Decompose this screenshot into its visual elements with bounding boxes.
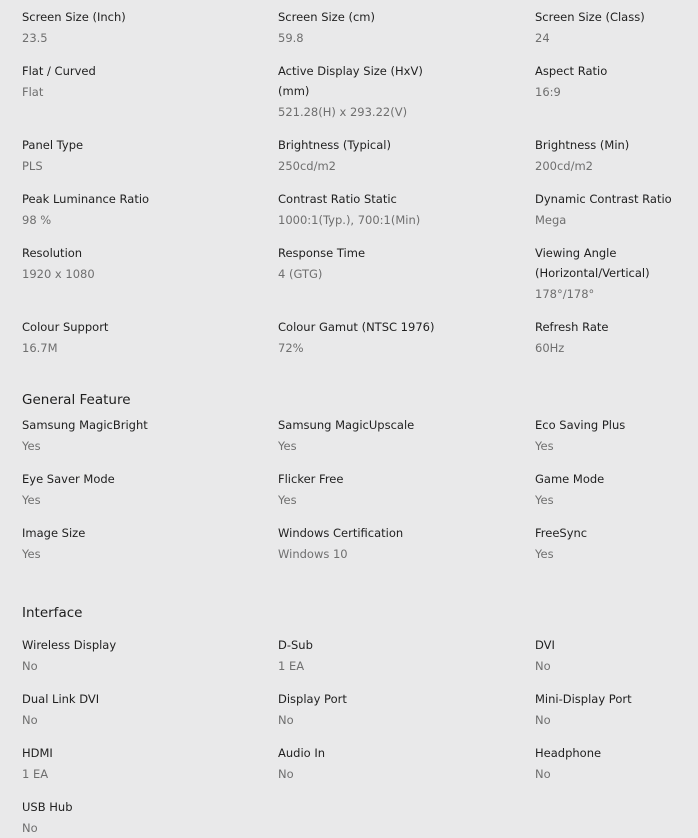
spec-value: No xyxy=(535,713,551,727)
spec-label: Dynamic Contrast Ratio xyxy=(535,192,672,206)
spec-item xyxy=(22,797,252,838)
spec-label: Refresh Rate xyxy=(535,320,609,334)
spec-value: Mega xyxy=(535,213,567,227)
spec-label: Eco Saving Plus xyxy=(535,418,626,432)
spec-item xyxy=(22,415,252,456)
spec-item xyxy=(22,135,252,176)
spec-item xyxy=(22,635,252,676)
spec-label: Samsung MagicBright xyxy=(22,418,148,432)
spec-label: Colour Gamut (NTSC 1976) xyxy=(278,320,435,334)
spec-item xyxy=(535,469,695,510)
spec-value: 16.7M xyxy=(22,341,58,355)
spec-value: 59.8 xyxy=(278,31,304,45)
spec-value: No xyxy=(278,713,294,727)
spec-item xyxy=(278,635,508,676)
spec-item xyxy=(278,61,428,122)
spec-value: No xyxy=(535,659,551,673)
spec-label: Wireless Display xyxy=(22,638,117,652)
spec-value: Windows 10 xyxy=(278,547,348,561)
spec-item xyxy=(535,61,695,102)
spec-label: Aspect Ratio xyxy=(535,64,608,78)
spec-label: DVI xyxy=(535,638,555,652)
spec-label: Panel Type xyxy=(22,138,84,152)
spec-value: Yes xyxy=(22,547,41,561)
spec-value: 521.28(H) x 293.22(V) xyxy=(278,105,408,119)
spec-item xyxy=(535,189,695,230)
spec-item xyxy=(535,689,695,730)
section-title: General Feature xyxy=(22,392,131,408)
spec-value: 250cd/m2 xyxy=(278,159,336,173)
spec-value: No xyxy=(535,767,551,781)
spec-label: Colour Support xyxy=(22,320,109,334)
spec-item xyxy=(22,243,252,284)
spec-item xyxy=(535,7,695,48)
spec-item xyxy=(22,523,252,564)
spec-value: Yes xyxy=(535,547,554,561)
spec-value: Yes xyxy=(278,493,297,507)
spec-value: PLS xyxy=(22,159,43,173)
spec-value: 1 EA xyxy=(278,659,305,673)
spec-label: Game Mode xyxy=(535,472,605,486)
spec-value: 60Hz xyxy=(535,341,565,355)
spec-value: 200cd/m2 xyxy=(535,159,593,173)
spec-value: Yes xyxy=(22,493,41,507)
spec-item xyxy=(535,743,695,784)
spec-label: Screen Size (Inch) xyxy=(22,10,126,24)
spec-item xyxy=(278,7,508,48)
spec-label: Eye Saver Mode xyxy=(22,472,115,486)
spec-value: Yes xyxy=(535,493,554,507)
spec-label: Peak Luminance Ratio xyxy=(22,192,150,206)
spec-label: Screen Size (Class) xyxy=(535,10,645,24)
spec-value: 4 (GTG) xyxy=(278,267,323,281)
spec-item xyxy=(278,135,508,176)
spec-value: Yes xyxy=(535,439,554,453)
spec-item xyxy=(22,689,252,730)
spec-label: USB Hub xyxy=(22,800,73,814)
spec-item xyxy=(535,415,695,456)
section-title: Interface xyxy=(22,605,83,621)
spec-label: Dual Link DVI xyxy=(22,692,100,706)
spec-value: 23.5 xyxy=(22,31,48,45)
spec-label: Samsung MagicUpscale xyxy=(278,418,415,432)
spec-label: Headphone xyxy=(535,746,602,760)
spec-label: D-Sub xyxy=(278,638,313,652)
spec-label: Active Display Size (HxV) (mm) xyxy=(278,64,423,98)
spec-label: Flat / Curved xyxy=(22,64,96,78)
spec-label: Display Port xyxy=(278,692,347,706)
spec-item xyxy=(278,317,508,358)
spec-label: Windows Certification xyxy=(278,526,404,540)
spec-item xyxy=(278,415,508,456)
spec-item xyxy=(22,317,252,358)
spec-label: Mini-Display Port xyxy=(535,692,632,706)
spec-item xyxy=(22,61,252,102)
spec-label: Audio In xyxy=(278,746,326,760)
spec-item xyxy=(278,243,508,284)
spec-value: Yes xyxy=(278,439,297,453)
spec-label: Brightness (Min) xyxy=(535,138,630,152)
spec-value: 72% xyxy=(278,341,304,355)
spec-value: No xyxy=(22,821,38,835)
spec-item xyxy=(535,243,665,304)
spec-item xyxy=(535,523,695,564)
spec-value: Flat xyxy=(22,85,44,99)
spec-item xyxy=(535,135,695,176)
spec-value: 1000:1(Typ.), 700:1(Min) xyxy=(278,213,421,227)
spec-value: 1 EA xyxy=(22,767,49,781)
spec-value: No xyxy=(22,659,38,673)
spec-label: Contrast Ratio Static xyxy=(278,192,397,206)
spec-item xyxy=(278,189,508,230)
spec-item xyxy=(22,7,252,48)
spec-label: FreeSync xyxy=(535,526,588,540)
spec-item xyxy=(22,743,252,784)
spec-label: Brightness (Typical) xyxy=(278,138,391,152)
spec-label: Flicker Free xyxy=(278,472,344,486)
spec-label: Screen Size (cm) xyxy=(278,10,375,24)
spec-value: No xyxy=(22,713,38,727)
spec-value: 16:9 xyxy=(535,85,561,99)
spec-item xyxy=(22,469,252,510)
spec-label: Image Size xyxy=(22,526,86,540)
spec-value: 1920 x 1080 xyxy=(22,267,95,281)
spec-label: Viewing Angle (Horizontal/Vertical) xyxy=(535,246,650,280)
spec-item xyxy=(278,469,508,510)
spec-label: Response Time xyxy=(278,246,366,260)
spec-value: 178°/178° xyxy=(535,287,595,301)
spec-label: HDMI xyxy=(22,746,53,760)
spec-item xyxy=(22,189,252,230)
spec-value: No xyxy=(278,767,294,781)
spec-value: Yes xyxy=(22,439,41,453)
spec-item xyxy=(278,523,508,564)
spec-item xyxy=(278,689,508,730)
spec-label: Resolution xyxy=(22,246,83,260)
spec-item xyxy=(535,317,695,358)
spec-value: 24 xyxy=(535,31,550,45)
spec-item xyxy=(278,743,508,784)
spec-value: 98 % xyxy=(22,213,52,227)
spec-item xyxy=(535,635,695,676)
